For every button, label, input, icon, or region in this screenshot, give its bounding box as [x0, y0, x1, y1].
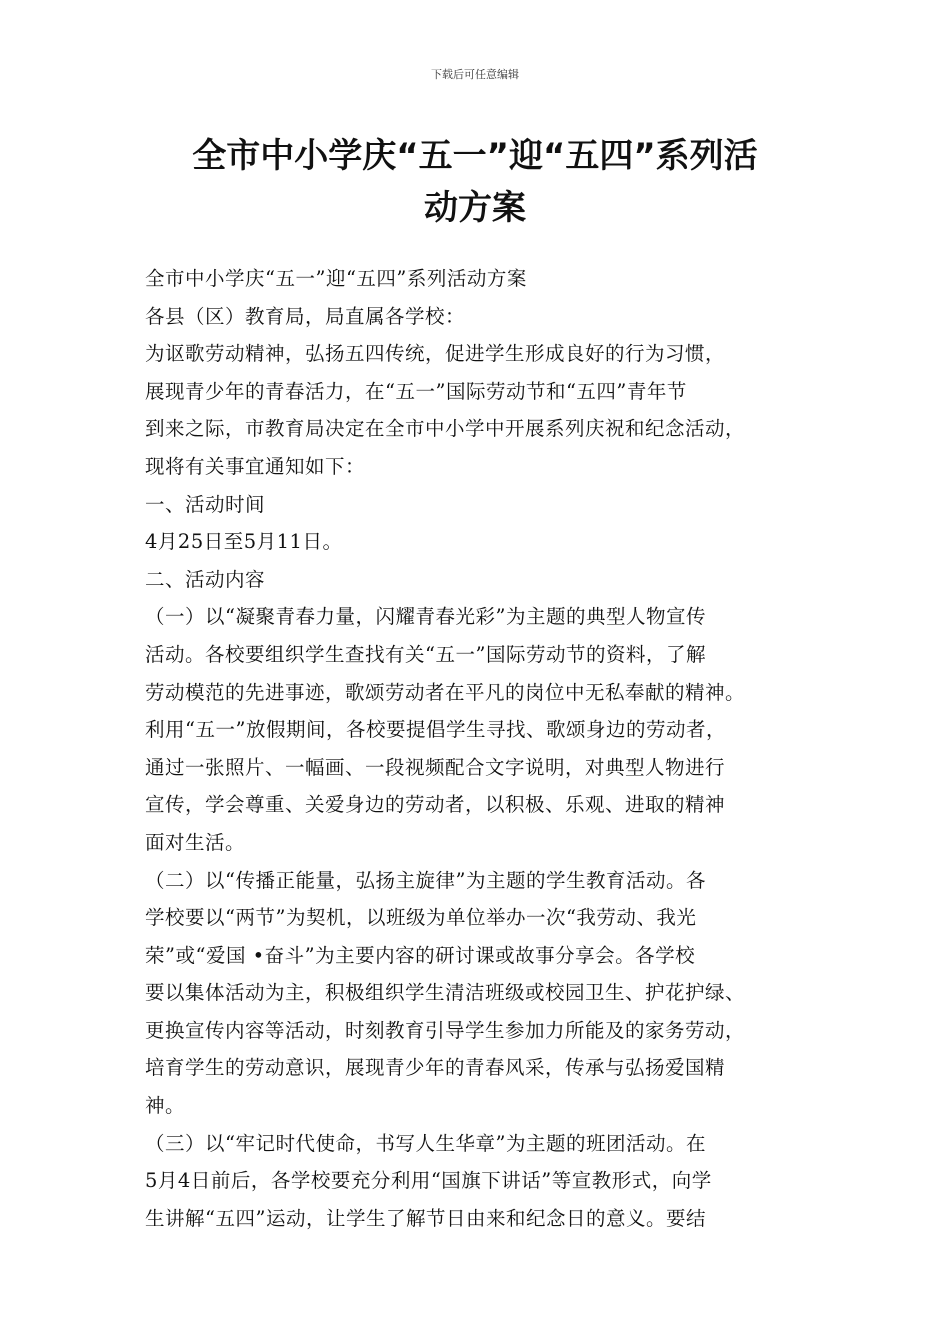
section-heading: 二、活动内容 — [145, 567, 266, 591]
body-line: 各县（区）教育局，局直属各学校： — [145, 304, 466, 328]
body-line: 神。 — [145, 1094, 186, 1118]
body-line: 学校要以“两节”为契机，以班级为单位举办一次“我劳动、我光 — [145, 906, 697, 930]
title-line-2: 动方案 — [424, 188, 526, 228]
title-line-1: 全市中小学庆“五一”迎“五四”系列活 — [192, 136, 758, 176]
section-heading: 一、活动时间 — [145, 492, 266, 516]
body-line: 更换宣传内容等活动，时刻教育引导学生参加力所能及的家务劳动， — [145, 1018, 746, 1042]
body-line: 宣传，学会尊重、关爱身边的劳动者，以积极、乐观、进取的精神 — [145, 793, 726, 817]
body-line: 到来之际，市教育局决定在全市中小学中开展系列庆祝和纪念活动， — [145, 417, 746, 441]
body-line: 面对生活。 — [145, 830, 246, 854]
body-line: 展现青少年的青春活力，在“五一”国际劳动节和“五四”青年节 — [145, 379, 687, 403]
body-line: 5月4日前后，各学校要充分利用“国旗下讲话”等宣教形式，向学 — [145, 1169, 712, 1193]
body-line: 全市中小学庆“五一”迎“五四”系列活动方案 — [145, 267, 527, 290]
header-note: 下载后可任意编辑 — [431, 68, 519, 81]
body-line: 生讲解“五四”运动，让学生了解节日由来和纪念日的意义。要结 — [145, 1206, 706, 1230]
body-line: 利用“五一”放假期间，各校要提倡学生寻找、歌颂身边的劳动者， — [145, 718, 726, 742]
body-line: （三）以“牢记时代使命，书写人生华章”为主题的班团活动。在 — [145, 1131, 706, 1155]
body-line: 4月25日至5月11日。 — [145, 530, 343, 554]
body-line: 荣”或“爱国 •奋斗”为主要内容的研讨课或故事分享会。各学校 — [145, 943, 696, 967]
body-line: 通过一张照片、一幅画、一段视频配合文字说明，对典型人物进行 — [145, 755, 726, 779]
body-line: 活动。各校要组织学生查找有关“五一”国际劳动节的资料，了解 — [145, 642, 706, 666]
body-line: 要以集体活动为主，积极组织学生清洁班级或校园卫生、护花护绿、 — [145, 981, 746, 1005]
document-body — [145, 260, 810, 1237]
body-line: （二）以“传播正能量，弘扬主旋律”为主题的学生教育活动。各 — [145, 868, 706, 892]
body-line: 劳动模范的先进事迹，歌颂劳动者在平凡的岗位中无私奉献的精神。 — [145, 680, 746, 704]
body-line: （一）以“凝聚青春力量，闪耀青春光彩”为主题的典型人物宣传 — [145, 605, 706, 629]
body-line: 为讴歌劳动精神，弘扬五四传统，促进学生形成良好的行为习惯， — [145, 342, 726, 366]
document-title — [140, 130, 810, 234]
body-line: 培育学生的劳动意识，展现青少年的青春风采，传承与弘扬爱国精 — [145, 1056, 726, 1080]
body-line: 现将有关事宜通知如下： — [145, 454, 366, 478]
